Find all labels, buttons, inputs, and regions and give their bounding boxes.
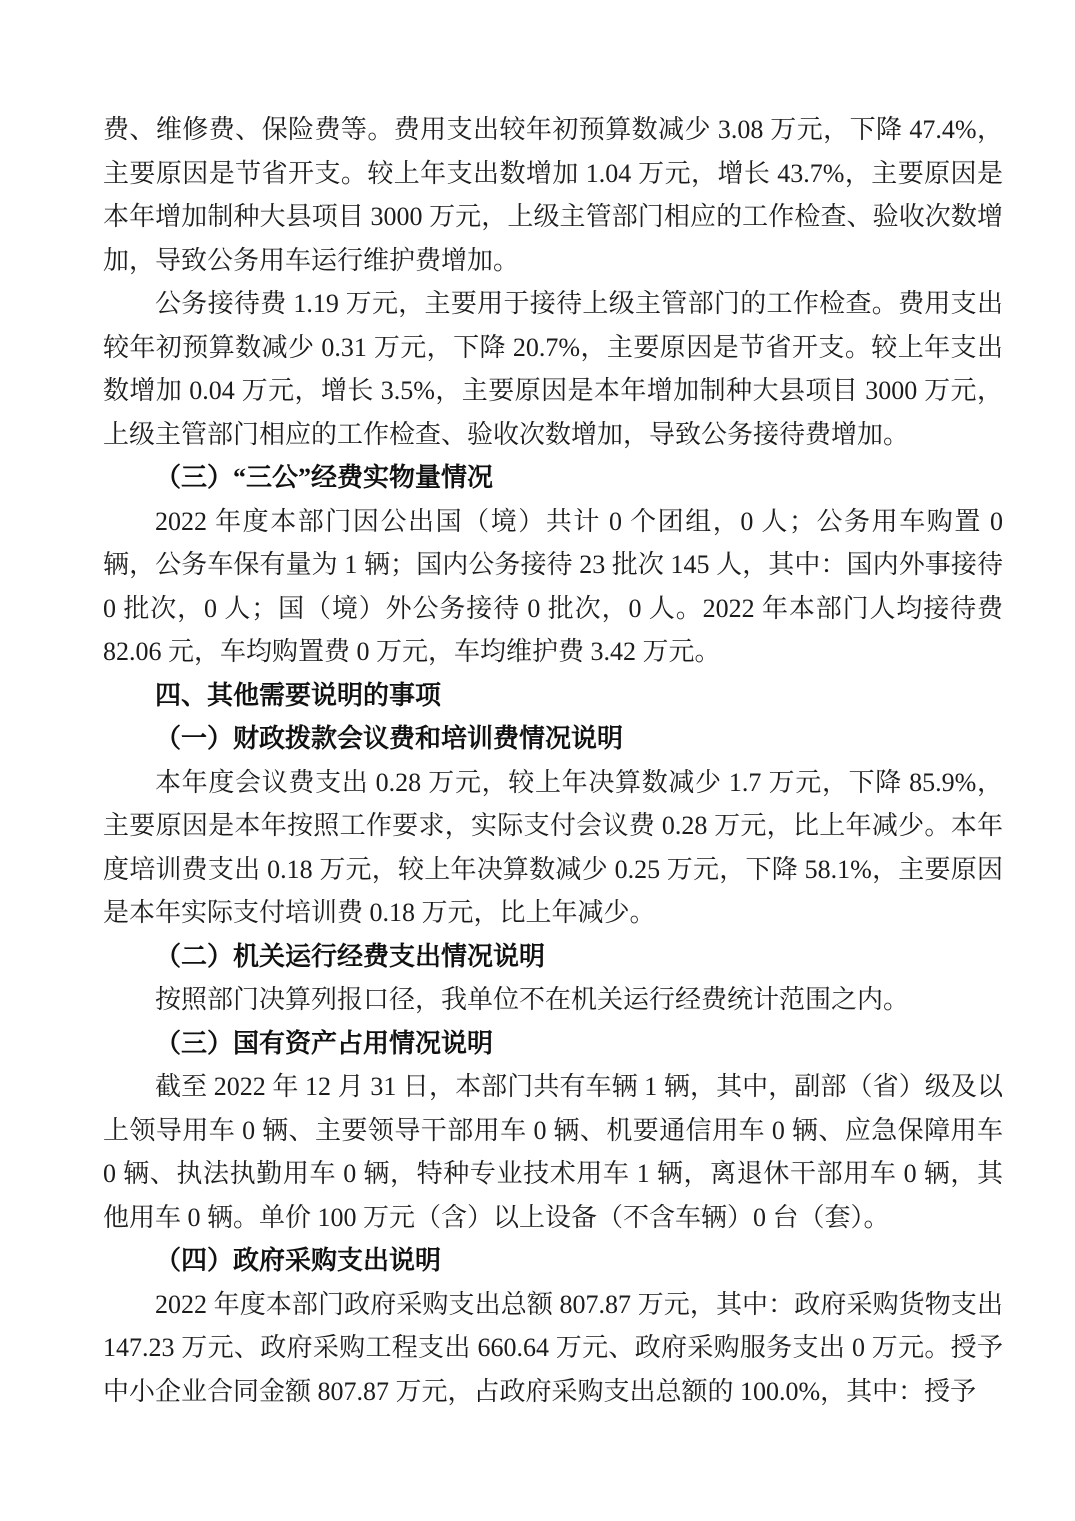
paragraph-state-owned-assets-occupancy: 截至 2022 年 12 月 31 日，本部门共有车辆 1 辆，其中，副部（省）级及以上领导用车 0 辆、主要领导干部用车 0 辆、机要通信用车 0 辆、应急保障用车 0 辆、执法执勤用车 0 辆，特种专业技术用车 1 辆，离退休干部用车 0 辆，其他用车 0 辆。单价 100 万元（含）以上设备（不含车辆）0 台（套）。 [103, 1072, 1003, 1232]
paragraph-official-reception-cost: 公务接待费 1.19 万元，主要用于接待上级主管部门的工作检查。费用支出较年初预算数减少 0.31 万元，下降 20.7%，主要原因是节省开支。较上年支出数增加 0.04 万元，增长 3.5%，主要原因是本年增加制种大县项目 3000 万元，上级主管部门相应的工作检查、验收次数增加，导致公务接待费增加。 [103, 289, 1003, 449]
heading-agency-operation-expenses: （二）机关运行经费支出情况说明 [155, 941, 546, 971]
heading-government-procurement: （四）政府采购支出说明 [155, 1246, 442, 1275]
heading-other-matters: 四、其他需要说明的事项 [155, 679, 442, 710]
paragraph-vehicle-operation-cost-continued: 费、维修费、保险费等。费用支出较年初预算数减少 3.08 万元，下降 47.4%，主要原因是节省开支。较上年支出数增加 1.04 万元，增长 43.7%，主要原因是本年增加制种大县项目 3000 万元，上级主管部门相应的工作检查、验收次数增加，导致公务用车运行维护费增加。 [103, 115, 1003, 275]
paragraph-meeting-and-training-fees: 本年度会议费支出 0.28 万元，较上年决算数减少 1.7 万元，下降 85.9%，主要原因是本年按照工作要求，实际支付会议费 0.28 万元，比上年减少。本年度培训费支出 0.18 万元，较上年决算数减少 0.25 万元，下降 58.1%，主要原因是本年实际支付培训费 0.18 万元，比上年减少。 [103, 767, 1003, 927]
paragraph-agency-operation-expenses: 按照部门决算列报口径，我单位不在机关运行经费统计范围之内。 [155, 985, 910, 1014]
heading-three-public-funds-physical-quantity: （三）“三公”经费实物量情况 [155, 463, 494, 492]
paragraph-three-public-funds-physical-quantity: 2022 年度本部门因公出国（境）共计 0 个团组，0 人；公务用车购置 0 辆，公务车保有量为 1 辆；国内公务接待 23 批次 145 人，其中：国内外事接待 0 批次，0 人；国（境）外公务接待 0 批次，0 人。2022 年本部门人均接待费 82.06 元，车均购置费 0 万元，车均维护费 3.42 万元。 [103, 506, 1003, 666]
document-text-block [103, 108, 1003, 1413]
heading-state-owned-assets-occupancy: （三）国有资产占用情况说明 [155, 1028, 494, 1058]
heading-meeting-and-training-fees: （一）财政拨款会议费和培训费情况说明 [155, 724, 624, 753]
paragraph-government-procurement: 2022 年度本部门政府采购支出总额 807.87 万元，其中：政府采购货物支出 147.23 万元、政府采购工程支出 660.64 万元、政府采购服务支出 0 万元。授予中小企业合同金额 807.87 万元，占政府采购支出总额的 100.0%，其中：授予 [103, 1289, 1003, 1406]
